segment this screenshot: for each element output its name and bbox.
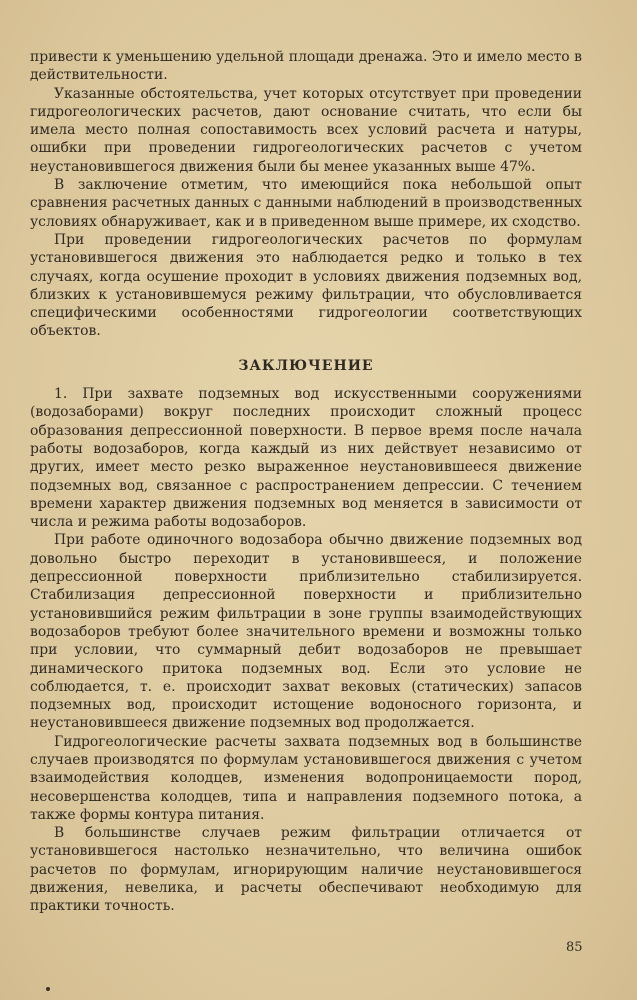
paragraph: Гидрогеологические расчеты захвата подземных вод в большинстве случаев производятся по формулам установившегося движения с учетом взаимодействия колодцев, изменения водопроницаемости пород, несовершенства колодцев, типа и направления подземного потока, а также формы контура питания. [30, 733, 582, 823]
paragraph: Указанные обстоятельства, учет которых отсутствует при проведении гидрогеологических расчетов, дают основание считать, что если бы имела место полная сопоставимость всех условий расчета и натуры, ошибки при проведении гидрогеологических расчетов с учетом неустановившегося движения были бы менее указанных выше 47%. [30, 85, 582, 175]
page-number: 85 [566, 940, 583, 955]
paragraph: При проведении гидрогеологических расчетов по формулам установившегося движения это наблюдается редко и только в тех случаях, когда осушение проходит в условиях движения подземных вод, близких к установившемуся режиму фильтрации, что обусловливается специфическими особенностями гидрогеологии соответствующих объектов. [30, 231, 582, 340]
ink-spot [46, 987, 50, 991]
paragraph: При работе одиночного водозабора обычно движение подземных вод довольно быстро переходит в установившееся, и положение депрессионной поверхности приблизительно стабилизируется. Стабилизация депрессионной поверхности и приблизительно установившийся режим фильтрации в зоне группы взаимодействующих водозаборов требуют более значительного времени и возможны только при условии, что суммарный дебит водозаборов не превышает динамического притока подземных вод. Если это условие не соблюдается, т. е. происходит захват вековых (статических) запасов подземных вод, происходит истощение водоносного горизонта, и неустановившееся движение подземных вод продолжается. [30, 532, 582, 732]
body-text [30, 48, 582, 916]
paragraph: В большинстве случаев режим фильтрации отличается от установившегося настолько незначительно, что величина ошибок расчетов по формулам, игнорирующим наличие неустановившегося движения, невелика, и расчеты обеспечивают необходимую для практики точность. [30, 825, 582, 915]
section-heading: ЗАКЛЮЧЕНИЕ [238, 357, 374, 374]
paragraph: привести к уменьшению удельной площади дренажа. Это и имело место в действительности. [30, 49, 582, 84]
paragraph: В заключение отметим, что имеющийся пока небольшой опыт сравнения расчетных данных с данными наблюдений в производственных условиях обнаруживает, как и в приведенном выше примере, их сходство. [30, 177, 582, 230]
paragraph: 1. При захвате подземных вод искусственными сооружениями (водозаборами) вокруг последних происходит сложный процесс образования депрессионной поверхности. В первое время после начала работы водозаборов, когда каждый из них действует независимо от других, имеет место резко выраженное неустановившееся движение подземных вод, связанное с распространением депрессии. С течением времени характер движения подземных вод меняется в зависимости от числа и режима работы водозаборов. [30, 386, 582, 531]
